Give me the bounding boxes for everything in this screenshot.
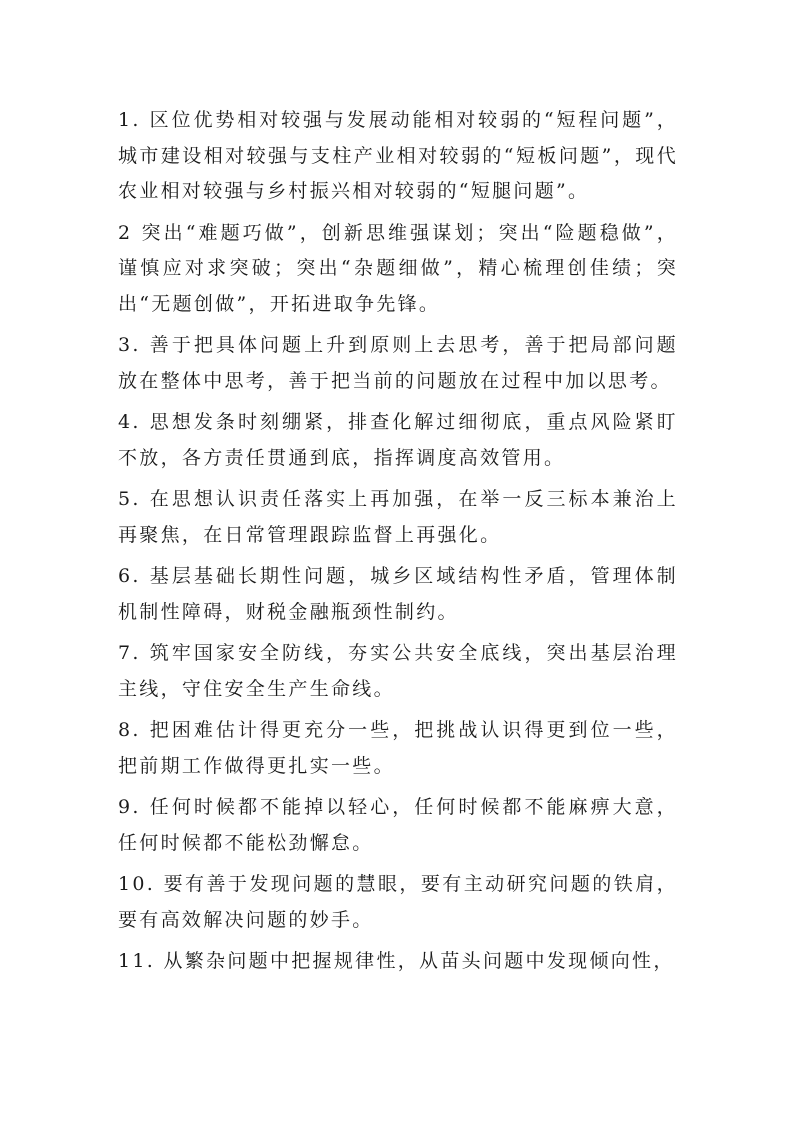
- paragraph-8: 8. 把困难估计得更充分一些，把挑战认识得更到位一些，把前期工作做得更扎实一些。: [118, 719, 678, 777]
- paragraph-4: 4. 思想发条时刻绷紧，排查化解过细彻底，重点风险紧盯不放，各方责任贯通到底，指挥调度高效管用。: [118, 411, 678, 469]
- paragraph-1: 1. 区位优势相对较强与发展动能相对较弱的“短程问题”，城市建设相对较强与支柱产业相对较弱的“短板问题”，现代农业相对较强与乡村振兴相对较弱的“短腿问题”。: [118, 109, 678, 202]
- paragraph-7: 7. 筑牢国家安全防线，夯实公共安全底线，突出基层治理主线，守住安全生产生命线。: [118, 642, 678, 700]
- paragraph-9: 9. 任何时候都不能掉以轻心，任何时候都不能麻痹大意，任何时候都不能松劲懈怠。: [118, 796, 678, 854]
- paragraph-3: 3. 善于把具体问题上升到原则上去思考，善于把局部问题放在整体中思考，善于把当前的问题放在过程中加以思考。: [118, 334, 678, 392]
- paragraph-11: 11. 从繁杂问题中把握规律性，从苗头问题中发现倾向性，: [118, 950, 675, 972]
- paragraph-5: 5. 在思想认识责任落实上再加强，在举一反三标本兼治上再聚焦，在日常管理跟踪监督上再强化。: [118, 488, 678, 546]
- paragraph-2: 2 突出“难题巧做”，创新思维强谋划；突出“险题稳做”，谨慎应对求突破；突出“杂题细做”，精心梳理创佳绩；突出“无题创做”，开拓进取争先锋。: [118, 221, 678, 315]
- paragraph-6: 6. 基层基础长期性问题，城乡区域结构性矛盾，管理体制机制性障碍，财税金融瓶颈性制约。: [118, 565, 678, 623]
- document-body: [118, 103, 678, 986]
- paragraph-10: 10. 要有善于发现问题的慧眼，要有主动研究问题的铁肩，要有高效解决问题的妙手。: [118, 873, 678, 931]
